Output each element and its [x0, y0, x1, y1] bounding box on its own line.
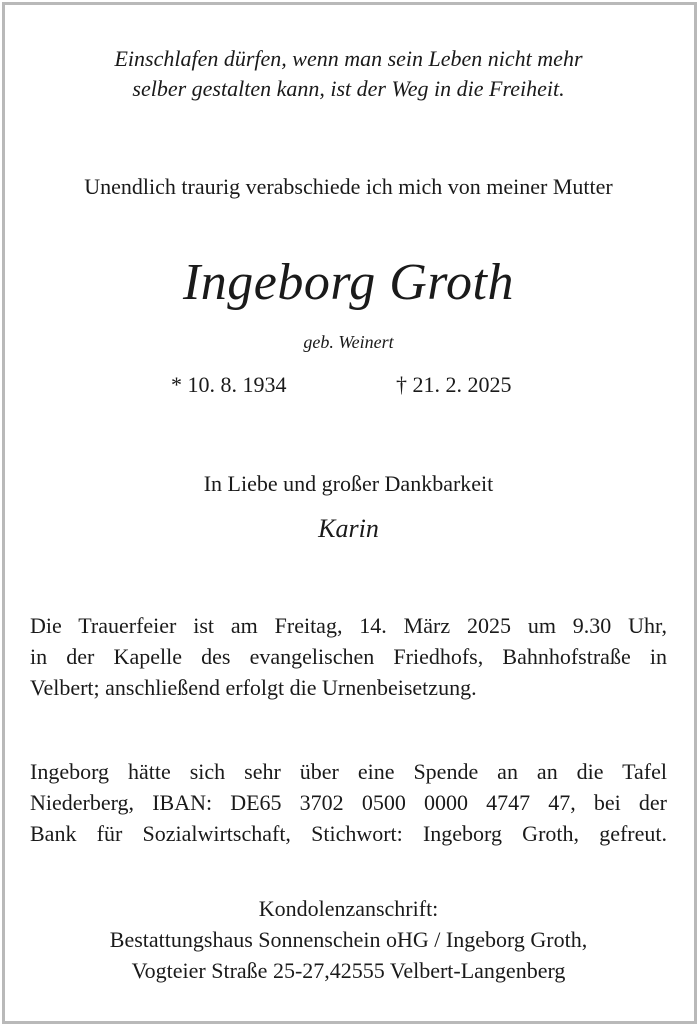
- birth-date: * 10. 8. 1934: [171, 372, 287, 397]
- deceased-name: Ingeborg Groth: [182, 254, 514, 311]
- signer-name: Karin: [318, 514, 379, 543]
- funeral-line-2: in der Kapelle des evangelischen Friedhofs, Bahnhofstraße in: [30, 644, 667, 669]
- motto-line-1: Einschlafen dürfen, wenn man sein Leben nicht mehr: [114, 46, 583, 71]
- condolence-address: [0, 893, 697, 986]
- intro-text: Unendlich traurig verabschiede ich mich von meiner Mutter: [84, 174, 613, 199]
- funeral-paragraph: [30, 610, 667, 703]
- motto-quote: [0, 44, 697, 104]
- donation-line-3: Bank für Sozialwirtschaft, Stichwort: Ingeborg Groth, gefreut.: [30, 821, 667, 846]
- donation-line-2: Niederberg, IBAN: DE65 3702 0500 0000 4747 47, bei der: [30, 790, 667, 815]
- funeral-line-1: Die Trauerfeier ist am Freitag, 14. März 2025 um 9.30 Uhr,: [30, 613, 667, 638]
- condolence-line-2: Vogteier Straße 25-27,42555 Velbert-Langenberg: [131, 958, 566, 983]
- condolence-line-1: Bestattungshaus Sonnenschein oHG / Ingeborg Groth,: [109, 927, 588, 952]
- maiden-name: geb. Weinert: [303, 332, 394, 352]
- condolence-heading: Kondolenzanschrift:: [258, 896, 439, 921]
- motto-line-2: selber gestalten kann, ist der Weg in die Freiheit.: [132, 76, 565, 101]
- donation-paragraph: [30, 756, 667, 849]
- thanks-text: In Liebe und großer Dankbarkeit: [203, 471, 494, 496]
- death-date: † 21. 2. 2025: [396, 372, 512, 397]
- funeral-line-3: Velbert; anschließend erfolgt die Urnenbeisetzung.: [30, 675, 477, 700]
- donation-line-1: Ingeborg hätte sich sehr über eine Spende an an die Tafel: [30, 759, 667, 784]
